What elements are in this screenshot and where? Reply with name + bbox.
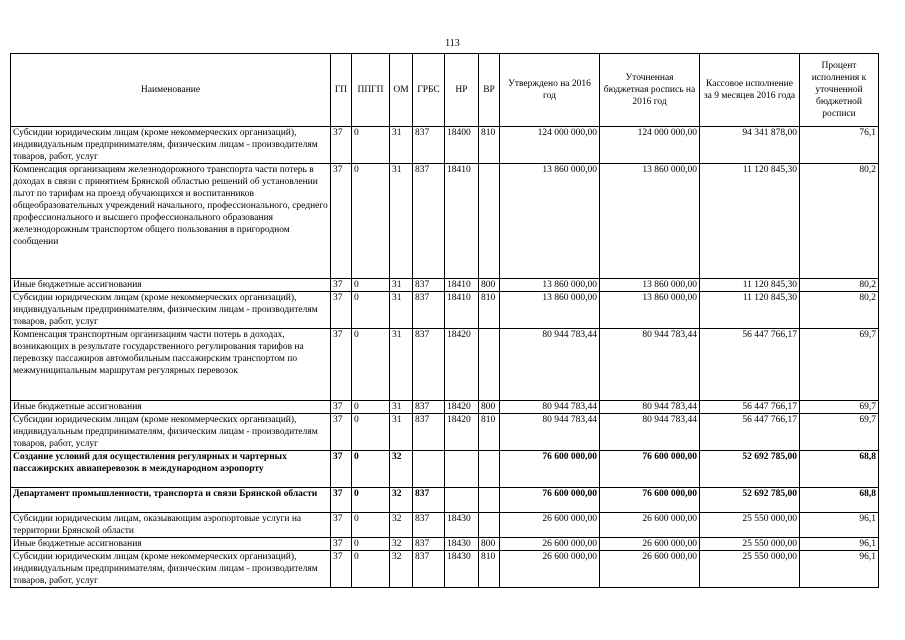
row-approved: 80 944 783,44 — [500, 401, 600, 414]
row-name: Субсидии юридическим лицам (кроме некоммерческих организаций), индивидуальным предпринимателям, физическим лицам - производителям товаров, работ, услуг — [11, 414, 331, 451]
row-np: 18410 — [445, 279, 479, 292]
row-executed: 56 447 766,17 — [700, 329, 800, 401]
row-grbs: 837 — [413, 401, 445, 414]
table-row — [11, 488, 879, 513]
row-approved: 80 944 783,44 — [500, 414, 600, 451]
row-vr: 800 — [479, 538, 500, 551]
row-om: 32 — [390, 538, 413, 551]
row-ppgp: 0 — [352, 414, 390, 451]
header-approved: Утверждено на 2016 год — [500, 54, 600, 127]
row-approved: 76 600 000,00 — [500, 488, 600, 513]
row-grbs: 837 — [413, 292, 445, 329]
row-executed: 11 120 845,30 — [700, 164, 800, 279]
row-vr — [479, 513, 500, 538]
row-name: Иные бюджетные ассигнования — [11, 401, 331, 414]
row-refined: 76 600 000,00 — [600, 451, 700, 488]
row-refined: 80 944 783,44 — [600, 414, 700, 451]
row-percent: 80,2 — [800, 279, 879, 292]
row-executed: 25 550 000,00 — [700, 551, 800, 588]
row-executed: 56 447 766,17 — [700, 414, 800, 451]
row-grbs: 837 — [413, 164, 445, 279]
table-row — [11, 401, 879, 414]
table-row — [11, 538, 879, 551]
row-approved: 80 944 783,44 — [500, 329, 600, 401]
row-refined: 13 860 000,00 — [600, 164, 700, 279]
row-refined: 80 944 783,44 — [600, 329, 700, 401]
row-refined: 13 860 000,00 — [600, 279, 700, 292]
header-row — [11, 54, 879, 127]
header-executed: Кассовое исполнение за 9 месяцев 2016 года — [700, 54, 800, 127]
row-om: 31 — [390, 127, 413, 164]
row-name: Субсидии юридическим лицам (кроме некоммерческих организаций), индивидуальным предпринимателям, физическим лицам - производителям товаров, работ, услуг — [11, 292, 331, 329]
row-executed: 11 120 845,30 — [700, 279, 800, 292]
row-refined: 26 600 000,00 — [600, 513, 700, 538]
row-np: 18420 — [445, 414, 479, 451]
row-vr: 810 — [479, 551, 500, 588]
table-row — [11, 513, 879, 538]
header-gp: ГП — [331, 54, 352, 127]
row-refined: 124 000 000,00 — [600, 127, 700, 164]
row-percent: 68,8 — [800, 488, 879, 513]
row-gp: 37 — [331, 292, 352, 329]
header-refined: Уточненная бюджетная роспись на 2016 год — [600, 54, 700, 127]
row-vr — [479, 329, 500, 401]
row-name: Иные бюджетные ассигнования — [11, 279, 331, 292]
row-gp: 37 — [331, 451, 352, 488]
row-percent: 80,2 — [800, 292, 879, 329]
header-np: НР — [445, 54, 479, 127]
row-gp: 37 — [331, 401, 352, 414]
row-gp: 37 — [331, 488, 352, 513]
table-row — [11, 414, 879, 451]
row-vr — [479, 451, 500, 488]
row-gp: 37 — [331, 329, 352, 401]
row-percent: 96,1 — [800, 551, 879, 588]
row-refined: 26 600 000,00 — [600, 551, 700, 588]
row-grbs: 837 — [413, 488, 445, 513]
row-gp: 37 — [331, 279, 352, 292]
row-executed: 56 447 766,17 — [700, 401, 800, 414]
row-vr: 800 — [479, 279, 500, 292]
row-name: Создание условий для осуществления регулярных и чартерных пассажирских авиаперевозок в международном аэропорту — [11, 451, 331, 488]
header-vr: ВР — [479, 54, 500, 127]
row-om: 32 — [390, 451, 413, 488]
row-grbs: 837 — [413, 513, 445, 538]
row-vr — [479, 164, 500, 279]
row-vr: 800 — [479, 401, 500, 414]
row-approved: 26 600 000,00 — [500, 513, 600, 538]
row-gp: 37 — [331, 551, 352, 588]
row-vr — [479, 488, 500, 513]
header-name: Наименование — [11, 54, 331, 127]
row-name: Иные бюджетные ассигнования — [11, 538, 331, 551]
header-om: ОМ — [390, 54, 413, 127]
table-row — [11, 279, 879, 292]
row-name: Субсидии юридическим лицам, оказывающим аэропортовые услуги на территории Брянской области — [11, 513, 331, 538]
row-np: 18430 — [445, 551, 479, 588]
row-om: 31 — [390, 401, 413, 414]
row-percent: 69,7 — [800, 401, 879, 414]
row-grbs: 837 — [413, 414, 445, 451]
row-approved: 26 600 000,00 — [500, 538, 600, 551]
row-gp: 37 — [331, 538, 352, 551]
row-executed: 25 550 000,00 — [700, 538, 800, 551]
row-percent: 76,1 — [800, 127, 879, 164]
row-ppgp: 0 — [352, 401, 390, 414]
row-gp: 37 — [331, 164, 352, 279]
row-gp: 37 — [331, 127, 352, 164]
row-ppgp: 0 — [352, 329, 390, 401]
row-percent: 69,7 — [800, 329, 879, 401]
row-approved: 13 860 000,00 — [500, 292, 600, 329]
row-om: 31 — [390, 279, 413, 292]
row-executed: 52 692 785,00 — [700, 451, 800, 488]
row-np: 18420 — [445, 401, 479, 414]
row-np — [445, 451, 479, 488]
row-np: 18430 — [445, 538, 479, 551]
row-grbs: 837 — [413, 279, 445, 292]
table-row — [11, 451, 879, 488]
row-executed: 52 692 785,00 — [700, 488, 800, 513]
row-grbs: 837 — [413, 127, 445, 164]
row-np — [445, 488, 479, 513]
row-gp: 37 — [331, 513, 352, 538]
row-om: 31 — [390, 292, 413, 329]
page-number: 113 — [445, 38, 460, 49]
row-ppgp: 0 — [352, 538, 390, 551]
row-approved: 26 600 000,00 — [500, 551, 600, 588]
row-om: 31 — [390, 329, 413, 401]
row-om: 32 — [390, 513, 413, 538]
row-name: Компенсация организациям железнодорожного транспорта части потерь в доходах в связи с принятием Брянской областью решений об установлении льгот по тарифам на проезд обучающихся и воспитанников общеобразовательных учреждений начального, профессионального, среднего профессионального и высшего профессионального образования железнодорожным транспортом общего пользования в пригородном сообщении — [11, 164, 331, 279]
row-ppgp: 0 — [352, 513, 390, 538]
row-gp: 37 — [331, 414, 352, 451]
row-grbs: 837 — [413, 551, 445, 588]
row-approved: 13 860 000,00 — [500, 279, 600, 292]
row-ppgp: 0 — [352, 451, 390, 488]
row-refined: 76 600 000,00 — [600, 488, 700, 513]
row-name: Субсидии юридическим лицам (кроме некоммерческих организаций), индивидуальным предпринимателям, физическим лицам - производителям товаров, работ, услуг — [11, 127, 331, 164]
row-approved: 124 000 000,00 — [500, 127, 600, 164]
header-percent: Процент исполнения к уточненной бюджетной росписи — [800, 54, 879, 127]
row-ppgp: 0 — [352, 292, 390, 329]
row-percent: 69,7 — [800, 414, 879, 451]
row-percent: 96,1 — [800, 538, 879, 551]
table-row — [11, 164, 879, 279]
budget-table — [10, 53, 879, 588]
row-ppgp: 0 — [352, 127, 390, 164]
table-body — [11, 127, 879, 588]
row-percent: 80,2 — [800, 164, 879, 279]
header-grbs: ГРБС — [413, 54, 445, 127]
row-np: 18400 — [445, 127, 479, 164]
row-np: 18410 — [445, 292, 479, 329]
row-np: 18410 — [445, 164, 479, 279]
row-name: Субсидии юридическим лицам (кроме некоммерческих организаций), индивидуальным предпринимателям, физическим лицам - производителям товаров, работ, услуг — [11, 551, 331, 588]
row-vr: 810 — [479, 127, 500, 164]
row-grbs: 837 — [413, 329, 445, 401]
row-refined: 80 944 783,44 — [600, 401, 700, 414]
row-percent: 96,1 — [800, 513, 879, 538]
table-row — [11, 329, 879, 401]
row-refined: 26 600 000,00 — [600, 538, 700, 551]
row-vr: 810 — [479, 292, 500, 329]
row-name: Компенсация транспортным организациям части потерь в доходах, возникающих в результате государственного регулирования тарифов на перевозку пассажиров автомобильным пассажирским транспортом по межмуниципальным маршрутам регулярных перевозок — [11, 329, 331, 401]
row-approved: 13 860 000,00 — [500, 164, 600, 279]
table-row — [11, 551, 879, 588]
row-executed: 94 341 878,00 — [700, 127, 800, 164]
row-approved: 76 600 000,00 — [500, 451, 600, 488]
row-om: 31 — [390, 414, 413, 451]
row-np: 18420 — [445, 329, 479, 401]
row-np: 18430 — [445, 513, 479, 538]
row-ppgp: 0 — [352, 488, 390, 513]
row-executed: 25 550 000,00 — [700, 513, 800, 538]
row-refined: 13 860 000,00 — [600, 292, 700, 329]
row-ppgp: 0 — [352, 279, 390, 292]
row-name: Департамент промышленности, транспорта и связи Брянской области — [11, 488, 331, 513]
table-row — [11, 292, 879, 329]
row-executed: 11 120 845,30 — [700, 292, 800, 329]
row-ppgp: 0 — [352, 164, 390, 279]
row-vr: 810 — [479, 414, 500, 451]
row-grbs: 837 — [413, 538, 445, 551]
header-ppgp: ППГП — [352, 54, 390, 127]
row-ppgp: 0 — [352, 551, 390, 588]
row-om: 32 — [390, 488, 413, 513]
table-row — [11, 127, 879, 164]
row-percent: 68,8 — [800, 451, 879, 488]
row-om: 32 — [390, 551, 413, 588]
row-grbs — [413, 451, 445, 488]
row-om: 31 — [390, 164, 413, 279]
